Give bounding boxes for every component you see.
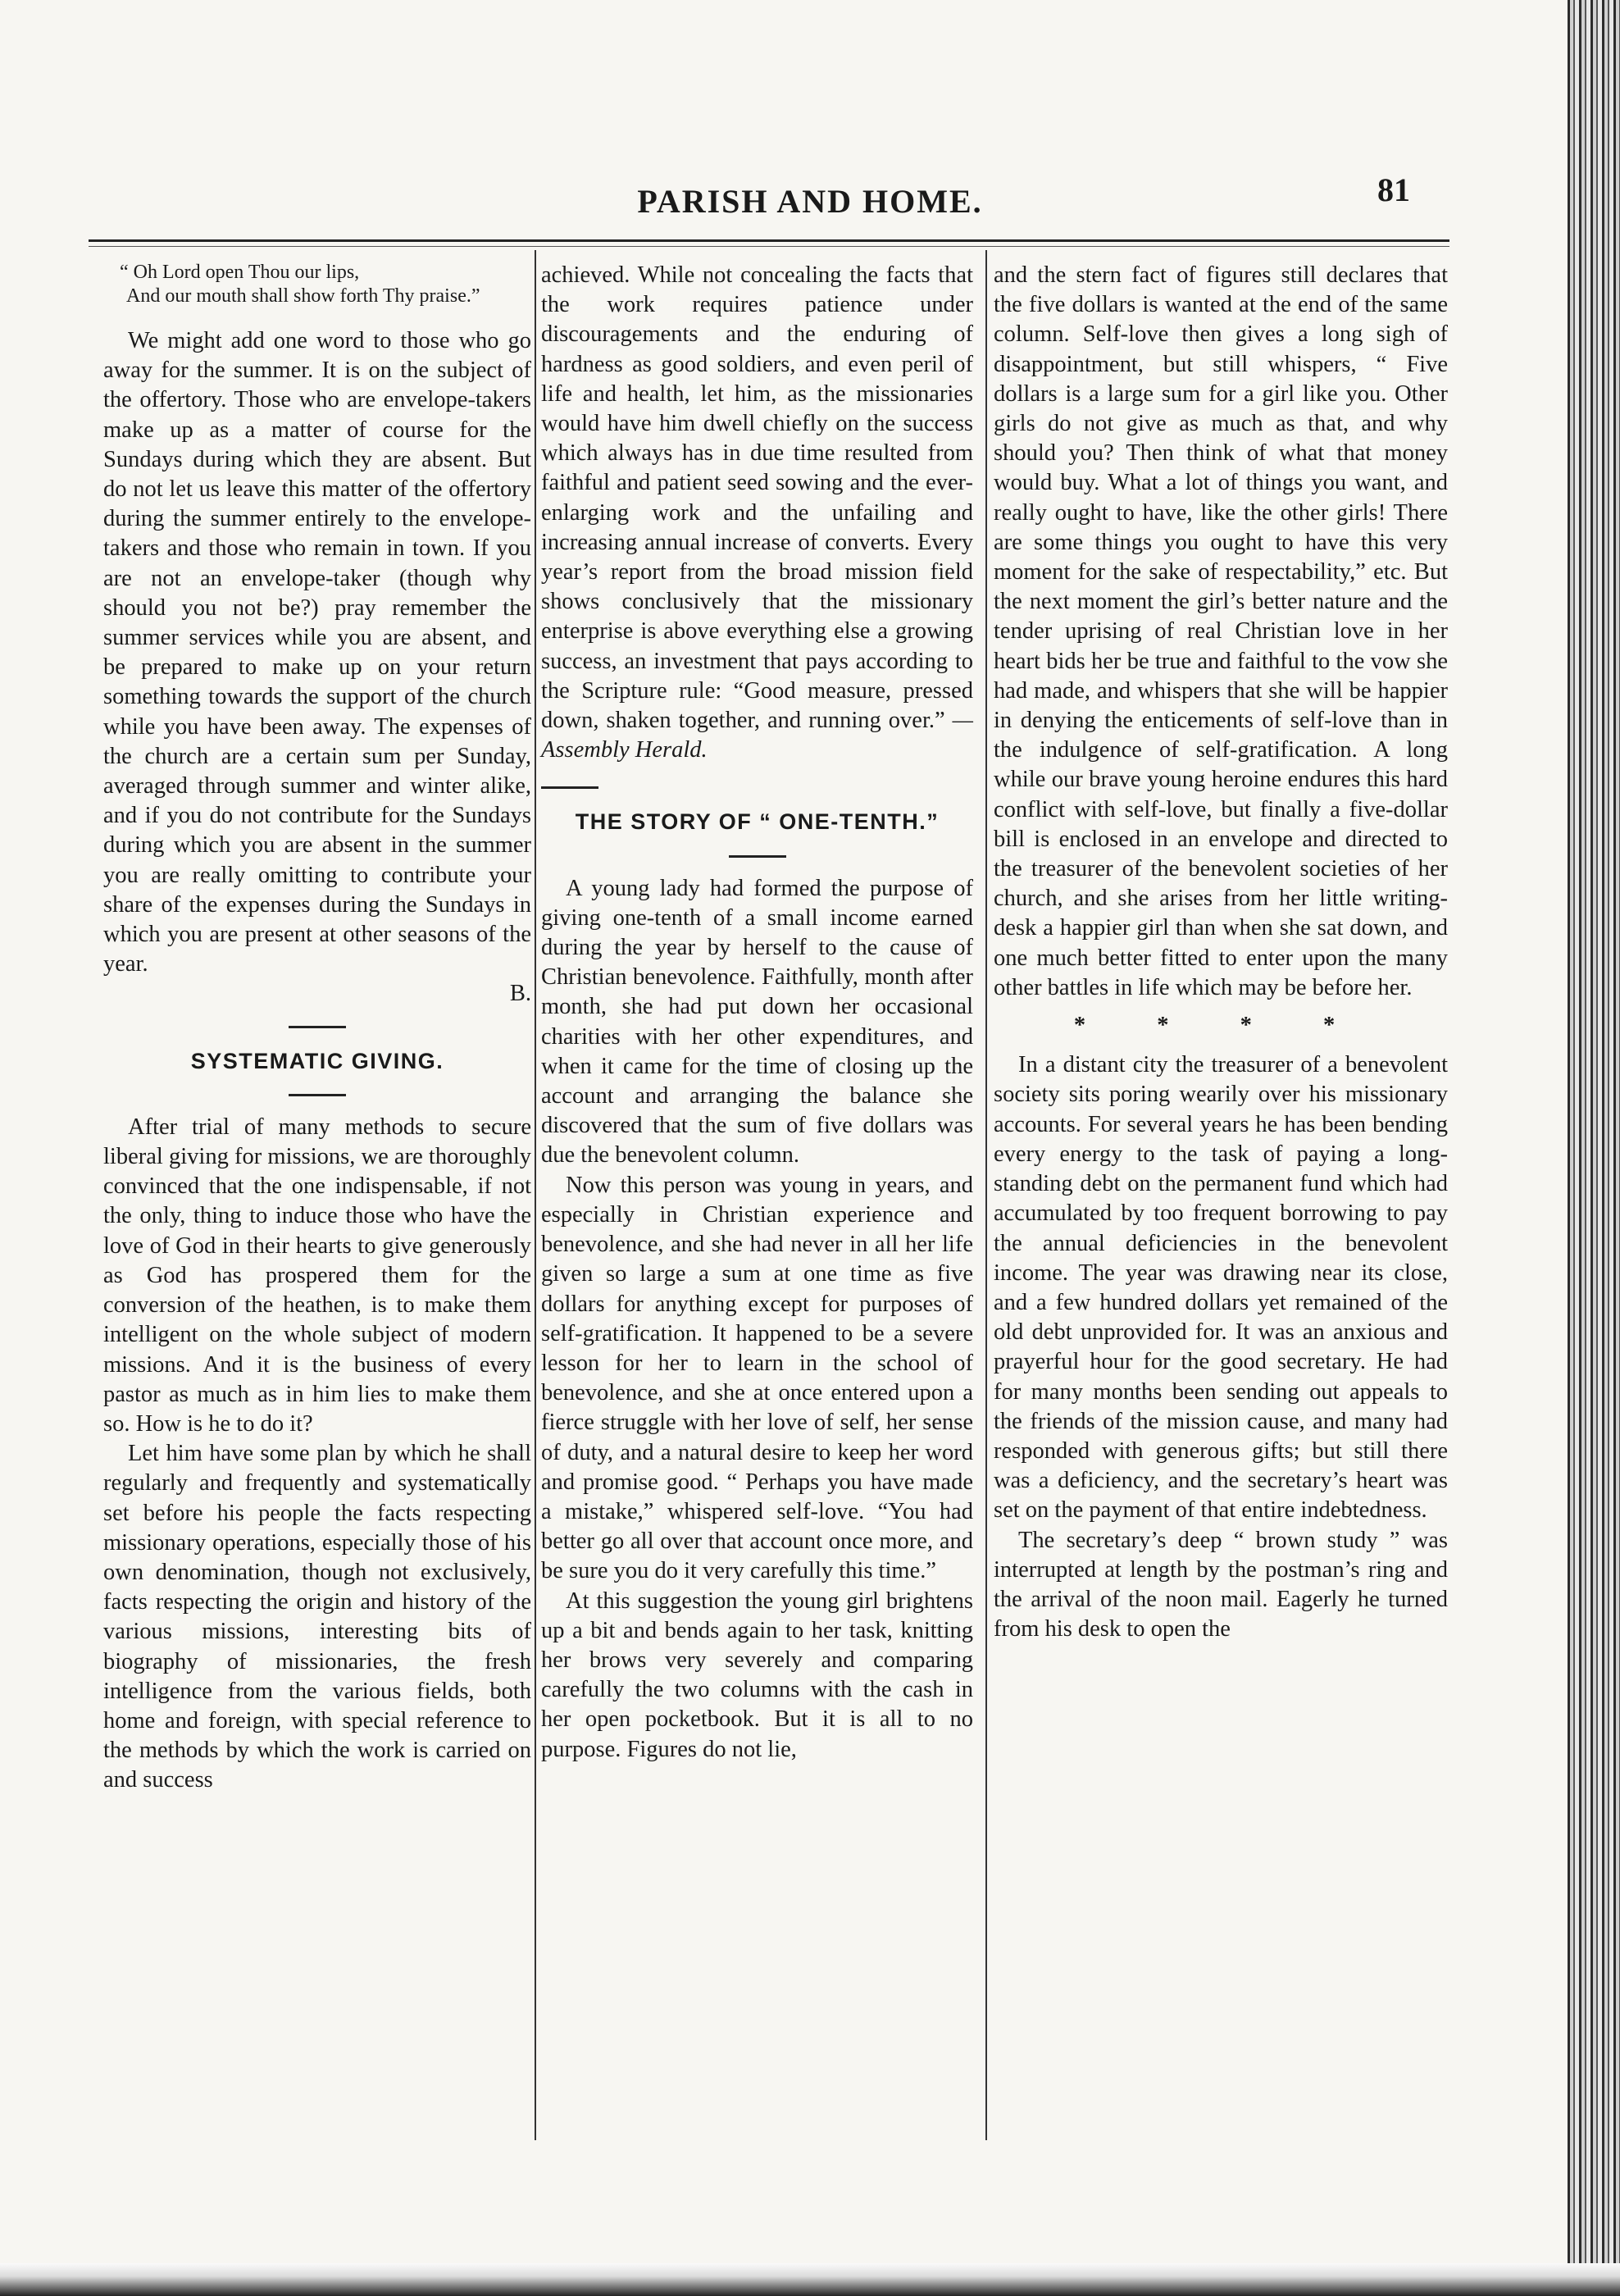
treasurer-paragraph-2: The secretary’s deep “ brown study ” was interrupted at length by the postman’s ring and the arrival of the noon mail. Eagerly he turned from his desk to open the [994,1527,1448,1642]
one-tenth-paragraph-2: Now this person was young in years, and especially in Christian experience and benevolence, and she had never in all her life given so large a sum at one time as five dollars for anything except for purposes of self-gratification. It happened to be a severe lesson for her to learn in the school of benevolence, and she at once entered upon a fierce struggle with her love of self, her sense of duty, and a natural desire to keep her word and promise good. “ Perhaps you have made a mistake,” whispered self-love. “You had better go all over that account once more, and be sure you do it very carefully this time.” [541,1172,973,1584]
systematic-giving-continued [541,261,973,765]
section-rule [541,786,598,789]
header-rule-thin [89,246,1449,247]
heading-rule [289,1094,346,1096]
one-tenth-paragraph-1: A young lady had formed the purpose of giving one-tenth of a small income earned during the year by herself to the cause of Christian benevolence. Faithfully, month after month, she had put down her occasional charities with her other expenditures, and when it came for the time of closing up the account and arranging the balance she discovered that the sum of five dollars was due the benevolent column. [541,875,973,1168]
column-middle [541,261,973,1765]
treasurer-paragraph-1: In a distant city the treasurer of a benevolent society sits poring wearily over his missionary accounts. For several years he has been bending every energy to the task of paying a long-standing debt on the permanent fund which had accumulated by too frequent borrowing to pay the annual deficiencies in the benevolent income. The year was drawing near its close, and a few hundred dollars yet remained of the old debt unprovided for. It was an anxious and prayerful hour for the good secretary. He had for many months been sending out appeals to the friends of the mission cause, and many had responded with generous gifts; but still there was a deficiency, and the secretary’s heart was set on the payment of that entire indebtedness. [994,1052,1448,1524]
running-header: PARISH AND HOME. [637,183,983,220]
source-citation: —Assembly Herald. [541,708,974,763]
section-break-stars: * * * * [1073,1013,1368,1039]
header-rule [89,239,1449,242]
offertory-paragraph: We might add one word to those who go away for the summer. It is on the subject of the offertory. Those who are envelope-takers make up as a matter of course for the Sundays during which they are absent. But do not let us leave this matter of the offertory during the summer entirely to the envelope-takers and those who remain in town. If you are not an envelope-taker (though why should you not be?) pray remember the summer services while you are absent, and be prepared to make up on your return something towards the support of the church while you have been away. The expenses of the church are a certain sum per Sunday, averaged through summer and winter alike, and if you do not contribute for the Sundays during which you are absent in the summer you are really omitting to contribute your share of the expenses during the Sundays in which you are present at other seasons of the year. [103,328,531,977]
binding-edge [1568,0,1620,2296]
column-right [994,261,1448,1644]
systematic-giving-paragraph-2: Let him have some plan by which he shall regularly and frequently and systematically set before his people the facts respecting missionary operations, especially those of his own denomination, though not exclusively, facts respecting the origin and history of the various missions, interesting bits of biography of missionaries, the fresh intelligence from the various fields, both home and foreign, with special reference to the methods by which the work is carried on and success [103,1441,531,1793]
column-divider-left [535,250,536,2140]
one-tenth-continued: and the stern fact of figures still declares that the five dollars is wanted at the end of the same column. Self-love then gives a long sigh of disappointment, but still whispers, “ Five dollars is a large sum for a girl like you. Other girls do not give as much as that, and why should you? Then think of what that money would buy. What a lot of things you want, and really ought to have, like the other girls! There are some things you ought to have this very moment for the sake of respectability,” etc. But the next moment the girl’s better nature and the tender uprising of real Christian love in her heart bids her be true and faithful to the vow she had made, and whispers that she will be happier in denying the enticements of self-love than in the indulgence of self-gratification. A long while our brave young heroine endures this hard conflict with self-love, but finally a five-dollar bill is enclosed in an envelope and directed to the treasurer of the benevolent societies of her church, and she arises from her little writing-desk a happier girl than when she sat down, and one much better fitted to enter upon the many other battles in life which may be before her. [994,262,1448,1000]
article-heading-one-tenth: THE STORY OF “ ONE-TENTH.” [575,809,940,835]
article-heading-systematic-giving: SYSTEMATIC GIVING. [190,1048,444,1073]
systematic-giving-paragraph-1: After trial of many methods to secure liberal giving for missions, we are thoroughly convinced that the one indispensable, if not the only, thing to induce those who have the love of God in their hearts to give generously as God has prospered them for the conversion of the heathen, is to make them intelligent on the whole subject of modern missions. And it is the business of every pastor as much as in him lies to make them so. How is he to do it? [103,1114,531,1437]
verse-line-2: And our mouth shall show forth Thy praise.” [126,285,480,307]
author-signature: B. [509,981,531,1007]
section-rule [289,1026,346,1028]
scan-bottom-edge [0,2263,1620,2296]
one-tenth-paragraph-3: At this suggestion the young girl brightens up a bit and bends again to her task, knitting her brows very severely and comparing carefully the two columns with the cash in her open pocketbook. But it is all to no purpose. Figures do not lie, [541,1588,973,1762]
column-divider-right [985,250,987,2140]
verse-quote [120,261,531,308]
continued-text: achieved. While not concealing the facts that the work requires patience under discouragements and the enduring of hardness as good soldiers, and even peril of life and health, let him, as the missionaries would have him dwell chiefly on the success which always has in due time resulted from faithful and patient seed sowing and the ever-enlarging work and the unfailing and increasing annual increase of converts. Every year’s report from the broad mission field shows conclusively that the missionary enterprise is above everything else a growing success, an investment that pays according to the Scripture rule: “Good measure, pressed down, shaken together, and running over.” [541,262,973,734]
page-number: 81 [1377,171,1410,208]
heading-rule [729,855,786,858]
verse-line-1: “ Oh Lord open Thou our lips, [120,262,360,283]
column-left [103,261,531,1796]
